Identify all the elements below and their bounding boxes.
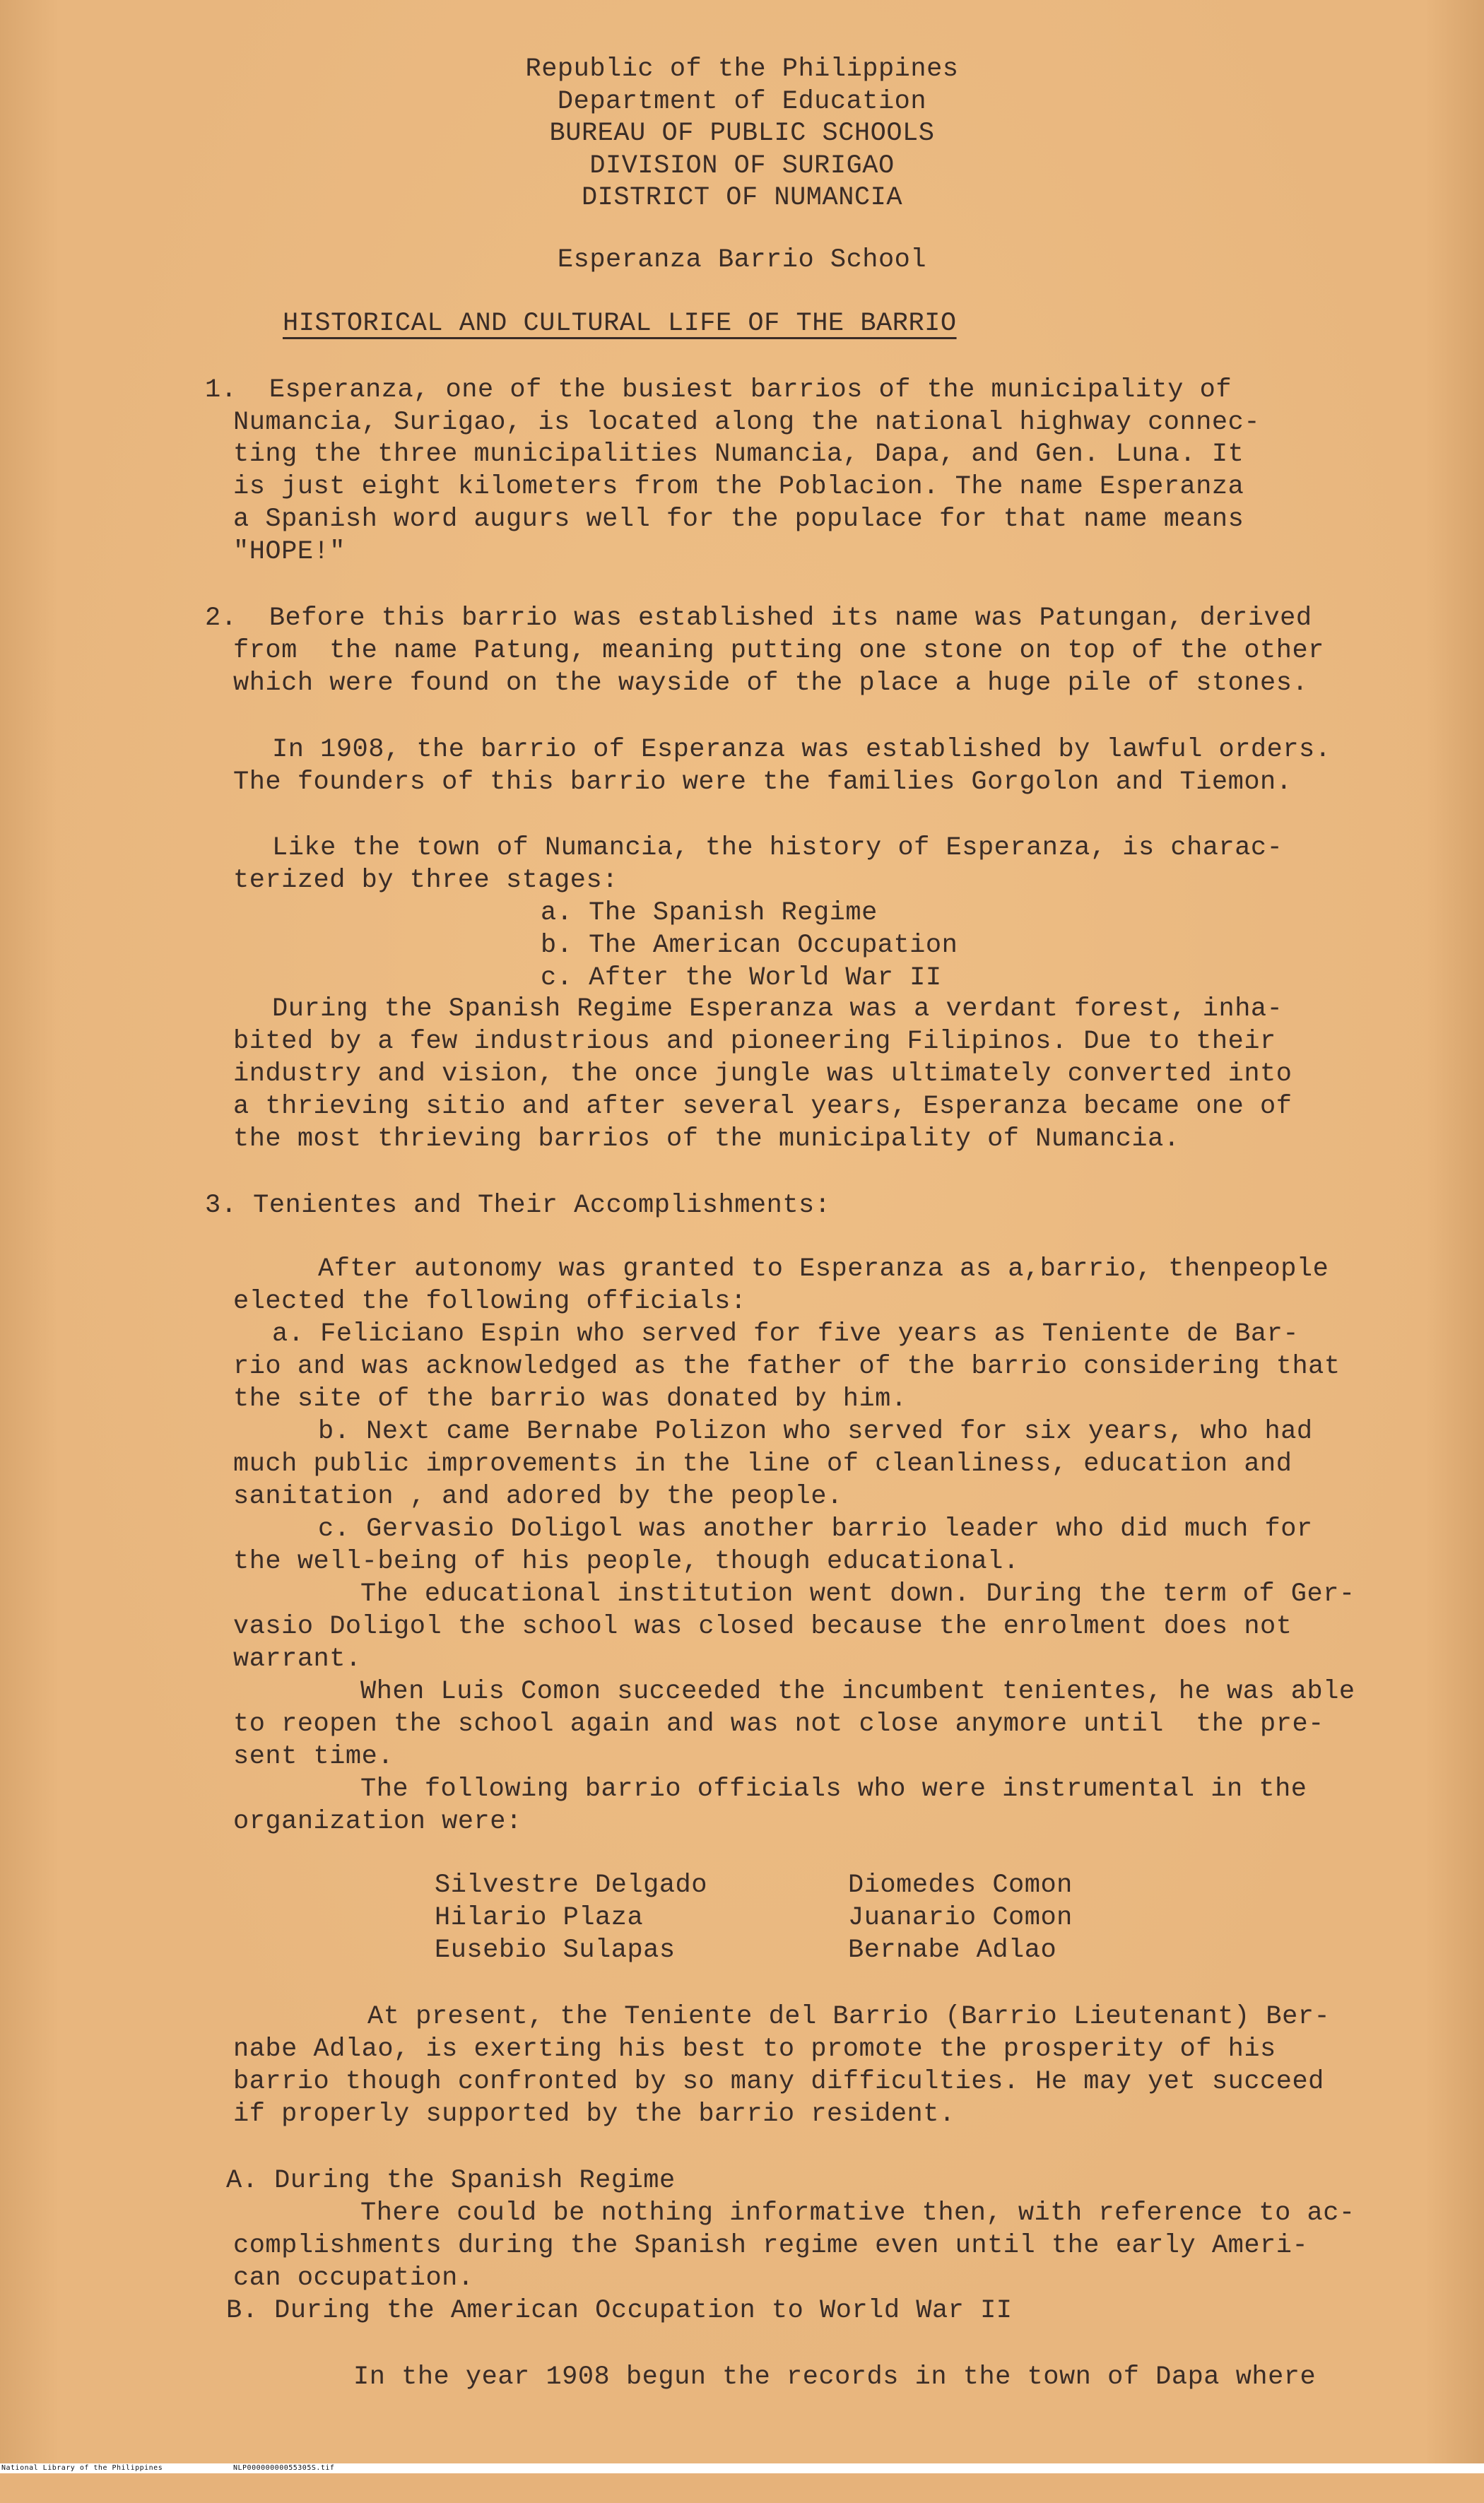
stage-item: c. After the World War II: [541, 963, 942, 993]
official-name: Silvestre Delgado: [435, 1871, 707, 1900]
p3-line: In 1908, the barrio of Esperanza was established by lawful orders.: [272, 735, 1331, 765]
stage-item: a. The Spanish Regime: [541, 898, 878, 928]
official-name: Eusebio Sulapas: [435, 1936, 676, 1965]
p4-line: Like the town of Numancia, the history of Esperanza, is charac-: [272, 833, 1283, 863]
p2-line: from the name Patung, meaning putting one stone on top of the other: [233, 636, 1324, 666]
p6-line: b. Next came Bernabe Polizon who served for six years, who had: [318, 1417, 1313, 1447]
p1-line: is just eight kilometers from the Poblacion. The name Esperanza: [233, 472, 1244, 502]
p6-line: elected the following officials:: [233, 1287, 747, 1317]
school-name: Esperanza Barrio School: [557, 245, 927, 275]
p6-line: The educational institution went down. During the term of Ger-: [360, 1579, 1355, 1609]
scan-footer: [0, 2463, 1484, 2473]
official-name: Juanario Comon: [848, 1903, 1073, 1933]
p4-line: terized by three stages:: [233, 866, 618, 895]
section-3-heading: 3. Tenientes and Their Accomplishments:: [205, 1191, 831, 1220]
pA-line: can occupation.: [233, 2263, 474, 2293]
header-department: Department of Education: [557, 87, 927, 117]
p6-line: organization were:: [233, 1807, 522, 1837]
p6-line: to reopen the school again and was not close anymore until the pre-: [233, 1709, 1324, 1739]
document-title: HISTORICAL AND CULTURAL LIFE OF THE BARRIO: [283, 309, 957, 338]
p5-line: bited by a few industrious and pioneering Filipinos. Due to their: [233, 1027, 1276, 1056]
p6-line: The following barrio officials who were instrumental in the: [360, 1774, 1307, 1804]
p6-line: c. Gervasio Doligol was another barrio leader who did much for: [318, 1514, 1313, 1544]
header-division: DIVISION OF SURIGAO: [589, 151, 895, 181]
p6-line: a. Feliciano Espin who served for five years as Teniente de Bar-: [272, 1319, 1300, 1349]
p6-line: the site of the barrio was donated by him.: [233, 1384, 907, 1414]
p1-line: ting the three municipalities Numancia, Dapa, and Gen. Luna. It: [233, 440, 1244, 469]
p3-line: The founders of this barrio were the families Gorgolon and Tiemon.: [233, 767, 1292, 797]
footer-library: National Library of the Philippines: [1, 2464, 163, 2472]
p7-line: if properly supported by the barrio resident.: [233, 2099, 955, 2129]
p6-line: rio and was acknowledged as the father of the barrio considering that: [233, 1352, 1341, 1382]
p6-line: When Luis Comon succeeded the incumbent tenientes, he was able: [360, 1677, 1355, 1707]
header-bureau: BUREAU OF PUBLIC SCHOOLS: [549, 119, 935, 148]
section-a-heading: A. During the Spanish Regime: [226, 2166, 676, 2196]
p6-line: sent time.: [233, 1742, 394, 1772]
p7-line: At present, the Teniente del Barrio (Barrio Lieutenant) Ber-: [367, 2002, 1331, 2032]
pA-line: There could be nothing informative then, with reference to ac-: [360, 2198, 1355, 2228]
p2-line: which were found on the wayside of the place a huge pile of stones.: [233, 669, 1309, 698]
p5-line: industry and vision, the once jungle was ultimately converted into: [233, 1059, 1292, 1089]
p7-line: barrio though confronted by so many difficulties. He may yet succeed: [233, 2067, 1324, 2097]
official-name: Hilario Plaza: [435, 1903, 644, 1933]
p5-line: the most thrieving barrios of the municipality of Numancia.: [233, 1124, 1180, 1154]
stage-item: b. The American Occupation: [541, 931, 958, 960]
p6-line: much public improvements in the line of cleanliness, education and: [233, 1449, 1292, 1479]
section-b-heading: B. During the American Occupation to World War II: [226, 2296, 1013, 2326]
p1-line: "HOPE!": [233, 537, 346, 567]
p1-line: Numancia, Surigao, is located along the national highway connec-: [233, 408, 1261, 437]
p2-line: 2. Before this barrio was established its name was Patungan, derived: [205, 603, 1312, 633]
header-republic: Republic of the Philippines: [525, 54, 959, 84]
p5-line: During the Spanish Regime Esperanza was a verdant forest, inha-: [272, 994, 1283, 1024]
footer-filename: NLP00000000055305S.tif: [233, 2464, 335, 2472]
official-name: Bernabe Adlao: [848, 1936, 1057, 1965]
p6-line: warrant.: [233, 1644, 362, 1674]
p6-line: sanitation , and adored by the people.: [233, 1482, 843, 1512]
p7-line: nabe Adlao, is exerting his best to promote the prosperity of his: [233, 2034, 1276, 2064]
p5-line: a thrieving sitio and after several years, Esperanza became one of: [233, 1092, 1292, 1121]
p6-line: the well-being of his people, though educational.: [233, 1547, 1020, 1577]
pA-line: complishments during the Spanish regime even until the early Ameri-: [233, 2231, 1309, 2261]
p1-line: 1. Esperanza, one of the busiest barrios of the municipality of: [205, 375, 1232, 405]
pB-line: In the year 1908 begun the records in the town of Dapa where: [353, 2362, 1317, 2392]
p6-line: After autonomy was granted to Esperanza as a,barrio, thenpeople: [318, 1254, 1329, 1284]
p1-line: a Spanish word augurs well for the populace for that name means: [233, 505, 1244, 534]
header-district: DISTRICT OF NUMANCIA: [581, 183, 903, 213]
official-name: Diomedes Comon: [848, 1871, 1073, 1900]
p6-line: vasio Doligol the school was closed because the enrolment does not: [233, 1612, 1292, 1642]
